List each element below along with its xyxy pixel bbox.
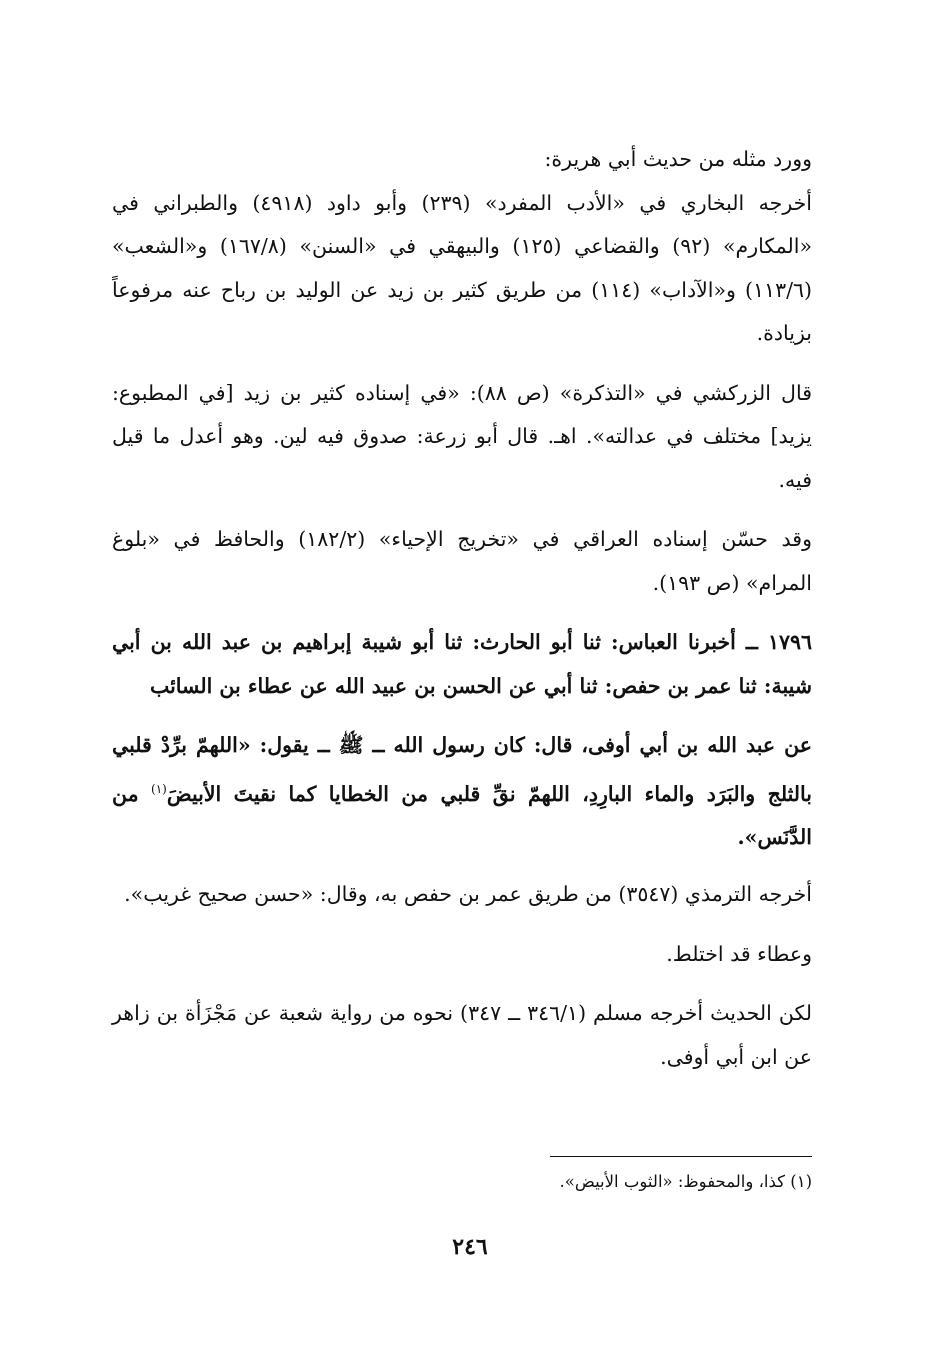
paragraph-iraqi: وقد حسّن إسناده العراقي في «تخريج الإحياء» (١٨٢/٢) والحافظ في «بلوغ المرام» (ص ١٩٣).: [112, 527, 812, 595]
hadith-matn-text-end: من الدَّنَس».: [112, 781, 812, 849]
paragraph-tirmidhi: أخرجه الترمذي (٣٥٤٧) من طريق عمر بن حفص به، وقال: «حسن صحيح غريب».: [124, 882, 812, 907]
paragraph-intro: وورد مثله من حديث أبي هريرة:: [544, 147, 812, 171]
paragraph-ata: وعطاء قد اختلط.: [666, 941, 812, 966]
footnote-divider: [550, 1156, 812, 1157]
paragraph-takhrij-bukhari: أخرجه البخاري في «الأدب المفرد» (٢٣٩) وأبو داود (٤٩١٨) والطبراني في «المكارم» (٩٢) والقضاعي (١٢٥) والبيهقي في «السنن» (١٦٧/٨) و«الشعب» (١١٣/٦) و«الآداب» (١١٤) من طريق كثير بن زيد عن الوليد بن رباح عنه مرفوعاً بزيادة.: [112, 190, 812, 345]
page-number: ٢٤٦: [452, 1234, 488, 1260]
paragraph-zarkashi: قال الزركشي في «التذكرة» (ص ٨٨): «في إسناده كثير بن زيد [في المطبوع: يزيد] مختلف في عدالته». اهـ. قال أبو زرعة: صدوق فيه لين. وهو أعدل ما قيل فيه.: [112, 380, 812, 492]
page-body: [112, 138, 812, 1095]
footnote-reference: (١): [151, 781, 167, 796]
hadith-isnad: ١٧٩٦ ــ أخبرنا العباس: ثنا أبو الحارث: ثنا أبو شيبة إبراهيم بن عبد الله بن أبي شيبة: ثنا عمر بن حفص: ثنا أبي عن الحسن بن عبيد الله عن عطاء بن السائب: [112, 630, 812, 698]
paragraph-muslim: لكن الحديث أخرجه مسلم (٣٤٦/١ ــ ٣٤٧) نحوه من رواية شعبة عن مَجْزَأة بن زاهر عن ابن أبي أوفى.: [112, 1001, 813, 1069]
hadith-matn: [112, 724, 812, 859]
footnote: (١) كذا، والمحفوظ: «الثوب الأبيض».: [559, 1172, 812, 1191]
hadith-matn-text: عن عبد الله بن أبي أوفى، قال: كان رسول الله ــ ﷺ ــ يقول: «اللهمّ برِّدْ قلبي بالثلج والبَرَد والماء البارِدِ، اللهمّ نقِّ قلبي من الخطايا كما نقيتَ الأبيضَ: [112, 733, 812, 806]
